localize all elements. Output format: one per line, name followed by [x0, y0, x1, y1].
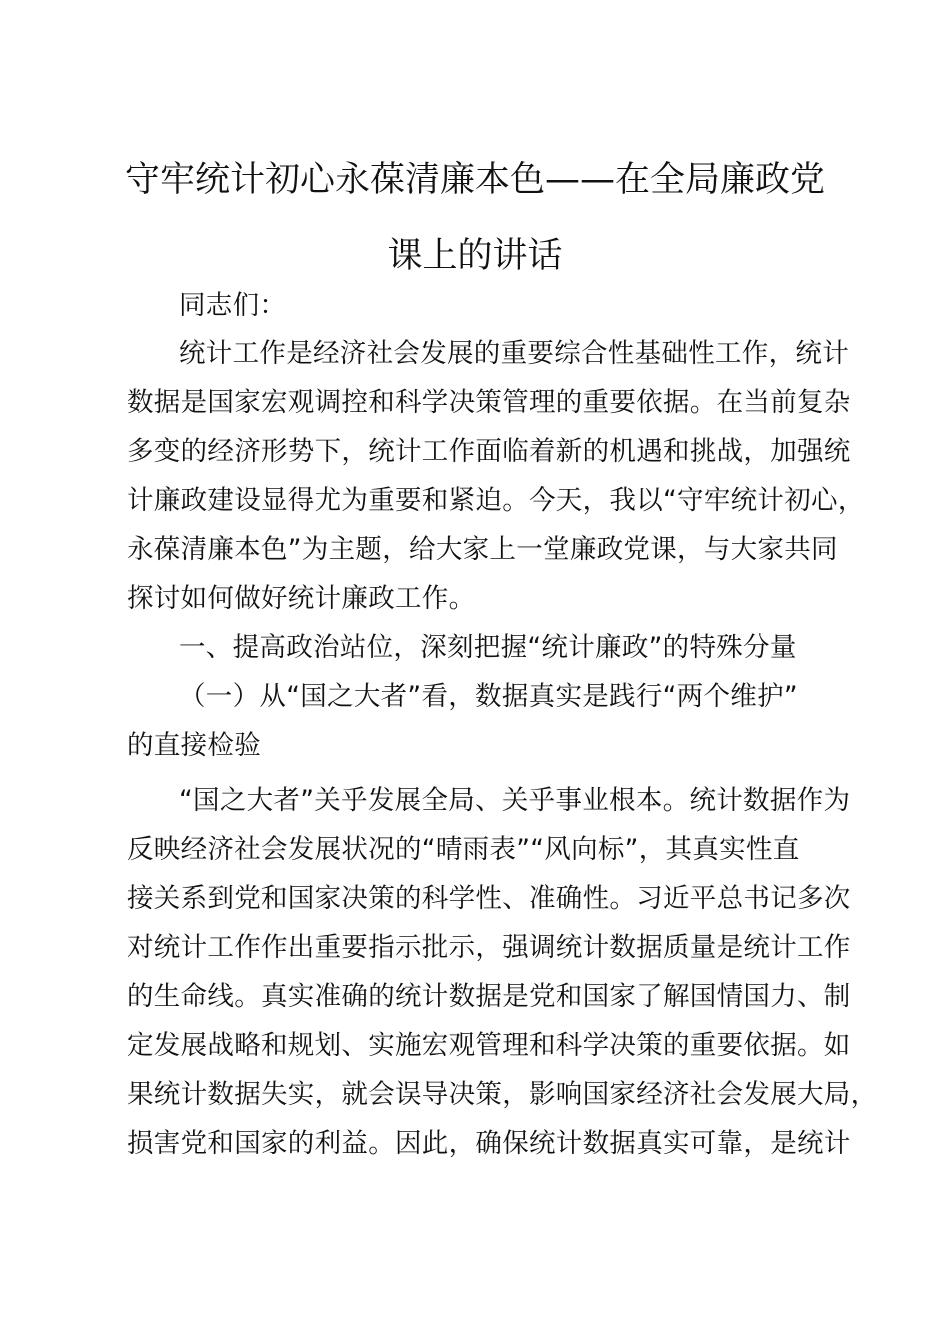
paragraph-line: 接关系到党和国家决策的科学性、准确性。习近平总书记多次: [127, 883, 851, 914]
paragraph-line: 定发展战略和规划、实施宏观管理和科学决策的重要依据。如: [127, 1030, 851, 1061]
paragraph-line: 计廉政建设显得尤为重要和紧迫。今天，我以“守牢统计初心，: [127, 485, 865, 516]
paragraph-line: 永葆清廉本色”为主题，给大家上一堂廉政党课，与大家共同: [127, 534, 838, 565]
document-title-line-2: 课上的讲话: [387, 236, 563, 276]
paragraph-line: 数据是国家宏观调控和科学决策管理的重要依据。在当前复杂: [127, 387, 851, 418]
paragraph-line: “国之大者”关乎发展全局、关乎事业根本。统计数据作为: [179, 785, 851, 816]
salutation: 同志们：: [179, 290, 287, 321]
subsection-heading-line: 的直接检验: [127, 730, 261, 761]
paragraph-line: 果统计数据失实，就会误导决策，影响国家经济社会发展大局，: [127, 1079, 878, 1110]
paragraph-line: 反映经济社会发展状况的“晴雨表”“风向标”，其真实性直: [127, 834, 800, 865]
paragraph-line: 损害党和国家的利益。因此，确保统计数据真实可靠，是统计: [127, 1128, 851, 1159]
paragraph-line: 对统计工作作出重要指示批示，强调统计数据质量是统计工作: [127, 932, 851, 963]
subsection-heading-line: （一）从“国之大者”看，数据真实是践行“两个维护”: [179, 681, 798, 712]
paragraph-line: 探讨如何做好统计廉政工作。: [127, 583, 476, 614]
section-heading-1: 一、提高政治站位，深刻把握“统计廉政”的特殊分量: [179, 632, 797, 663]
document-title-line-1: 守牢统计初心永葆清廉本色——在全局廉政党: [124, 160, 825, 200]
paragraph-line: 多变的经济形势下，统计工作面临着新的机遇和挑战，加强统: [127, 436, 851, 467]
paragraph-line: 的生命线。真实准确的统计数据是党和国家了解国情国力、制: [127, 981, 851, 1012]
paragraph-line: 统计工作是经济社会发展的重要综合性基础性工作，统计: [179, 338, 849, 369]
